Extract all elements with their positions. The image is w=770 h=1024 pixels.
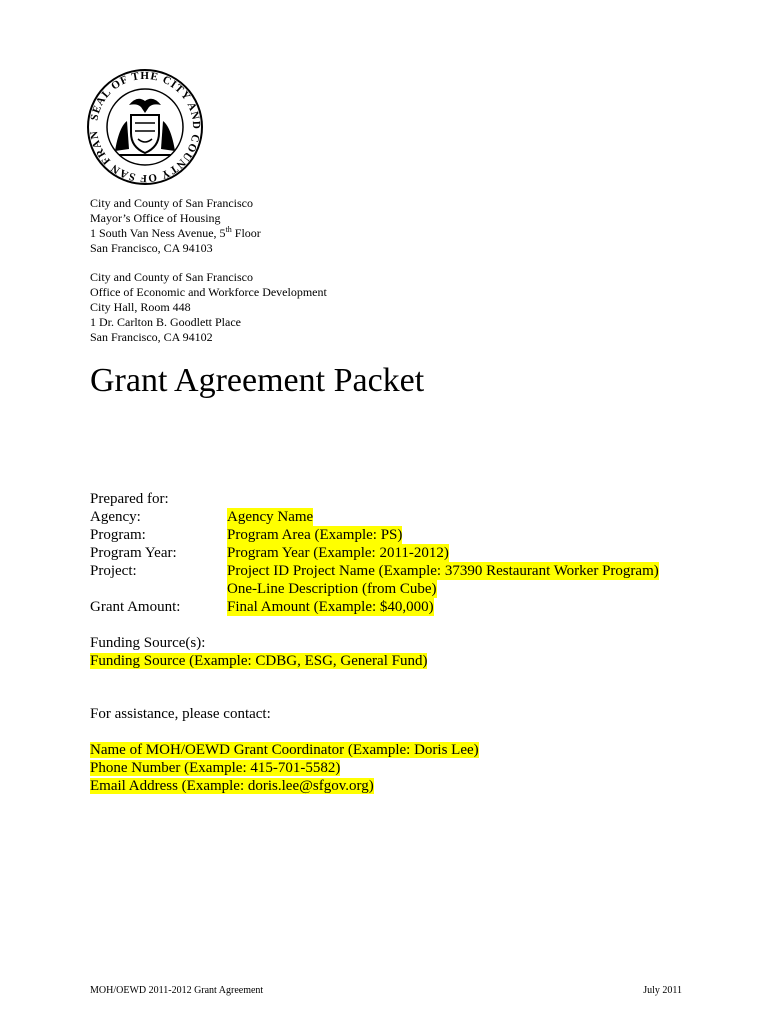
seal-graphic — [85, 67, 205, 187]
seal-lettering: SEAL OF THE CITY AND COUNTY OF SAN FRAN — [87, 69, 203, 185]
city-seal-logo — [85, 67, 205, 187]
grant-amount-value: Final Amount (Example: $40,000) — [227, 599, 434, 615]
address-line: San Francisco, CA 94103 — [90, 241, 213, 255]
funding-source-label: Funding Source(s): — [90, 635, 206, 651]
address-line: City Hall, Room 448 — [90, 300, 191, 314]
coordinator-name: Name of MOH/OEWD Grant Coordinator (Example: Doris Lee) — [90, 742, 479, 758]
address-block-moh — [90, 196, 261, 256]
phone-line — [90, 759, 340, 777]
agency-value: Agency Name — [227, 509, 314, 525]
street-suffix: Floor — [231, 226, 261, 240]
address-line: San Francisco, CA 94102 — [90, 330, 213, 344]
project-label: Project: — [90, 563, 137, 579]
agency-label: Agency: — [90, 509, 141, 525]
address-line: 1 Dr. Carlton B. Goodlett Place — [90, 315, 241, 329]
program-label: Program: — [90, 527, 146, 543]
funding-source-value-line — [90, 652, 427, 670]
coordinator-phone: Phone Number (Example: 415-701-5582) — [90, 760, 341, 776]
footer-date: July 2011 — [643, 985, 682, 996]
email-line — [90, 777, 374, 795]
street-prefix: 1 South Van Ness Avenue, 5 — [90, 226, 226, 240]
address-line: Mayor’s Office of Housing — [90, 211, 221, 225]
project-value: Project ID Project Name (Example: 37390 Restaurant Worker Program) — [227, 563, 659, 579]
document-title: Grant Agreement Packet — [90, 362, 425, 399]
address-line: City and County of San Francisco — [90, 196, 253, 210]
program-year-label: Program Year: — [90, 545, 177, 561]
svg-text:SEAL OF THE CITY AND COUNTY OF — [85, 67, 202, 184]
prepared-for-label: Prepared for: — [90, 491, 169, 507]
program-value: Program Area (Example: PS) — [227, 527, 403, 543]
funding-source-value: Funding Source (Example: CDBG, ESG, General Fund) — [90, 653, 428, 669]
address-line: City and County of San Francisco — [90, 270, 253, 284]
grant-amount-label: Grant Amount: — [90, 599, 181, 615]
address-line: Office of Economic and Workforce Development — [90, 285, 327, 299]
street-superscript: th — [225, 225, 232, 234]
footer-document-name: MOH/OEWD 2011-2012 Grant Agreement — [90, 985, 264, 996]
address-street-line — [90, 226, 261, 241]
project-description-value: One-Line Description (from Cube) — [227, 581, 437, 597]
coordinator-email: Email Address (Example: doris.lee@sfgov.org) — [90, 778, 374, 794]
address-block-oewd — [90, 270, 327, 345]
assistance-intro: For assistance, please contact: — [90, 706, 271, 722]
program-year-value: Program Year (Example: 2011-2012) — [227, 545, 449, 561]
coordinator-line — [90, 741, 479, 759]
